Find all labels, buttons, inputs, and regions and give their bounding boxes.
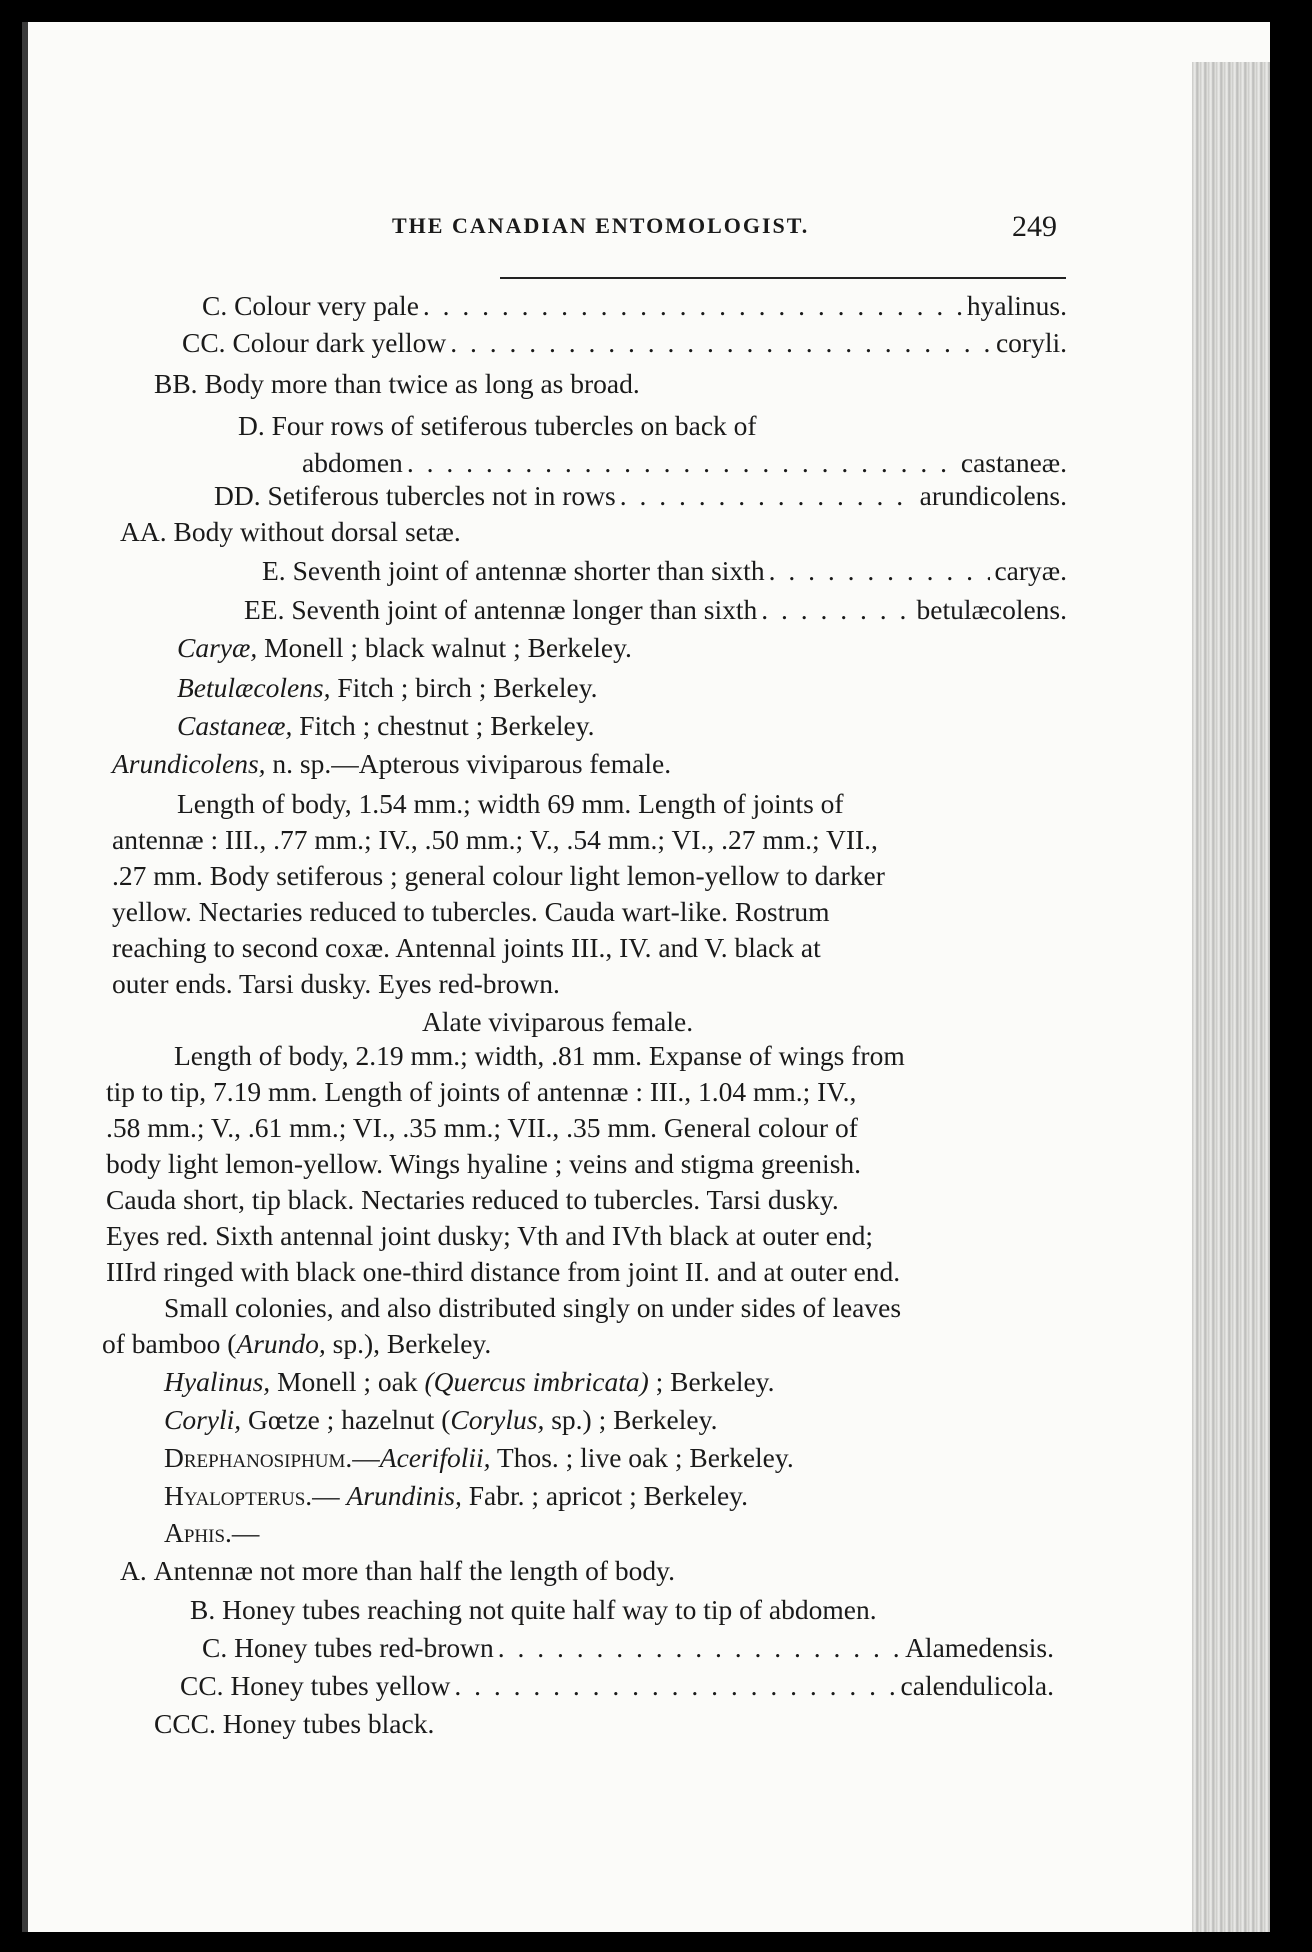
species-name: Acerifolii, (379, 1442, 491, 1473)
paragraph-line: IIIrd ringed with black one-third distance from joint II. and at outer end. (106, 1256, 901, 1287)
paragraph-line: body light lemon-yellow. Wings hyaline ; veins and stigma greenish. (106, 1148, 862, 1179)
key-entry (120, 518, 461, 546)
host-record: Drephanosiphum.—Acerifolii, Thos. ; live oak ; Berkeley. (164, 1442, 794, 1473)
key-result: arundicolens. (919, 480, 1067, 511)
section-heading: Alate viviparous female. (422, 1006, 694, 1037)
key-entry (154, 370, 640, 398)
host-record: Caryæ, Monell ; black walnut ; Berkeley. (177, 632, 632, 663)
key-label: AA. (120, 516, 167, 547)
key-entry (214, 482, 1067, 510)
paragraph-line: antennæ : III., .77 mm.; IV., .50 mm.; V., .54 mm.; VI., .27 mm.; VII., (112, 824, 878, 855)
key-text: abdomen (302, 447, 403, 478)
species-name: Arundicolens, (112, 748, 266, 779)
key-label: D. (238, 410, 265, 441)
leader-dots (620, 482, 916, 510)
key-text: Four rows of setiferous tubercles on back of (271, 410, 757, 441)
leader-dots (454, 1672, 896, 1700)
paragraph-line: Cauda short, tip black. Nectaries reduced to tubercles. Tarsi dusky. (106, 1184, 839, 1215)
genus-name: Arundo, (236, 1328, 326, 1359)
key-label: C. (202, 1632, 228, 1663)
key-text: Colour very pale (234, 290, 419, 321)
species-name: Castaneæ, (177, 710, 293, 741)
host-name: Corylus, (450, 1404, 545, 1435)
key-label: CC. (182, 327, 226, 358)
key-result: Alamedensis. (905, 1632, 1054, 1663)
leader-dots (498, 1634, 901, 1662)
leader-dots (450, 329, 992, 357)
key-text: Seventh joint of antennæ shorter than sixth (292, 555, 765, 586)
paragraph-line: of bamboo (Arundo, sp.), Berkeley. (102, 1328, 492, 1359)
paragraph-line: .58 mm.; V., .61 mm.; VI., .35 mm.; VII., .35 mm. General colour of (106, 1112, 858, 1143)
key-label: A. (120, 1555, 147, 1586)
key-text: Honey tubes red-brown (234, 1632, 494, 1663)
genus-name: Drephanosiphum.— (164, 1442, 380, 1473)
leader-dots (769, 557, 991, 585)
page-binding-shadow (22, 22, 28, 1932)
key-result: hyalinus. (966, 290, 1067, 321)
key-label: CCC. (154, 1708, 216, 1739)
species-name: Caryæ, (177, 632, 258, 663)
key-result: coryli. (995, 327, 1067, 358)
paragraph-line: Eyes red. Sixth antennal joint dusky; Vth and IVth black at outer end; (106, 1220, 874, 1251)
paragraph-line: yellow. Nectaries reduced to tubercles. Cauda wart-like. Rostrum (112, 896, 830, 927)
key-label: B. (190, 1594, 216, 1625)
host-record: Castaneæ, Fitch ; chestnut ; Berkeley. (177, 710, 595, 741)
page-edge-stack (1192, 62, 1270, 1932)
host-record: Coryli, Gœtze ; hazelnut (Corylus, sp.) ; Berkeley. (164, 1404, 718, 1435)
key-text: Setiferous tubercles not in rows (267, 480, 616, 511)
host-name: (Quercus imbricata) (424, 1366, 649, 1397)
key-text: Body more than twice as long as broad. (204, 368, 640, 399)
key-text: Antennæ not more than half the length of body. (153, 1555, 675, 1586)
key-text: Honey tubes yellow (230, 1670, 451, 1701)
key-text: Honey tubes black. (222, 1708, 435, 1739)
key-label: C. (202, 290, 228, 321)
paragraph-line: Small colonies, and also distributed singly on under sides of leaves (164, 1292, 902, 1323)
page-number: 249 (1012, 210, 1057, 243)
species-name: Hyalinus, (164, 1366, 271, 1397)
key-entry (120, 1557, 675, 1585)
key-label: CC. (180, 1670, 224, 1701)
paragraph-line: Length of body, 1.54 mm.; width 69 mm. Length of joints of (177, 788, 844, 819)
leader-dots (407, 449, 957, 477)
key-result: castaneæ. (960, 447, 1067, 478)
key-entry (262, 557, 1067, 585)
genus-name: Hyalopterus.— (164, 1480, 347, 1511)
host-record: Hyalinus, Monell ; oak (Quercus imbricata) ; Berkeley. (164, 1366, 775, 1397)
key-entry (202, 1634, 1054, 1662)
key-entry (244, 596, 1067, 624)
paragraph-line: outer ends. Tarsi dusky. Eyes red-brown. (112, 968, 560, 999)
key-entry (202, 292, 1067, 320)
key-entry (154, 1710, 434, 1738)
genus-name: Aphis.— (164, 1517, 260, 1548)
species-description-heading: Arundicolens, n. sp.—Apterous viviparous female. (112, 748, 672, 779)
host-record: Betulæcolens, Fitch ; birch ; Berkeley. (177, 672, 598, 703)
genus-heading (164, 1519, 259, 1547)
species-name: Arundinis, (346, 1480, 462, 1511)
journal-title: THE CANADIAN ENTOMOLOGIST. (392, 213, 810, 238)
key-text: Colour dark yellow (232, 327, 447, 358)
key-label: E. (262, 555, 286, 586)
key-text: Seventh joint of antennæ longer than sixth (291, 594, 758, 625)
key-entry (302, 449, 1067, 477)
paragraph-line: reaching to second coxæ. Antennal joints III., IV. and V. black at (112, 932, 821, 963)
key-entry (182, 329, 1067, 357)
header-rule (500, 277, 1066, 279)
key-result: caryæ. (994, 555, 1067, 586)
key-entry (190, 1596, 877, 1624)
key-text: Honey tubes reaching not quite half way to tip of abdomen. (222, 1594, 877, 1625)
paragraph-line: .27 mm. Body setiferous ; general colour light lemon-yellow to darker (112, 860, 885, 891)
key-entry (238, 412, 757, 440)
key-entry (180, 1672, 1054, 1700)
key-label: DD. (214, 480, 261, 511)
leader-dots (423, 292, 963, 320)
key-label: BB. (154, 368, 198, 399)
book-page (22, 22, 1270, 1932)
paragraph-line: tip to tip, 7.19 mm. Length of joints of antennæ : III., 1.04 mm.; IV., (106, 1076, 857, 1107)
leader-dots (761, 596, 912, 624)
key-result: betulæcolens. (916, 594, 1067, 625)
species-name: Coryli, (164, 1404, 242, 1435)
host-record: Hyalopterus.— Arundinis, Fabr. ; apricot ; Berkeley. (164, 1480, 748, 1511)
key-label: EE. (244, 594, 285, 625)
key-result: calendulicola. (900, 1670, 1054, 1701)
paragraph-line: Length of body, 2.19 mm.; width, .81 mm. Expanse of wings from (174, 1040, 905, 1071)
key-text: Body without dorsal setæ. (173, 516, 461, 547)
species-name: Betulæcolens, (177, 672, 331, 703)
